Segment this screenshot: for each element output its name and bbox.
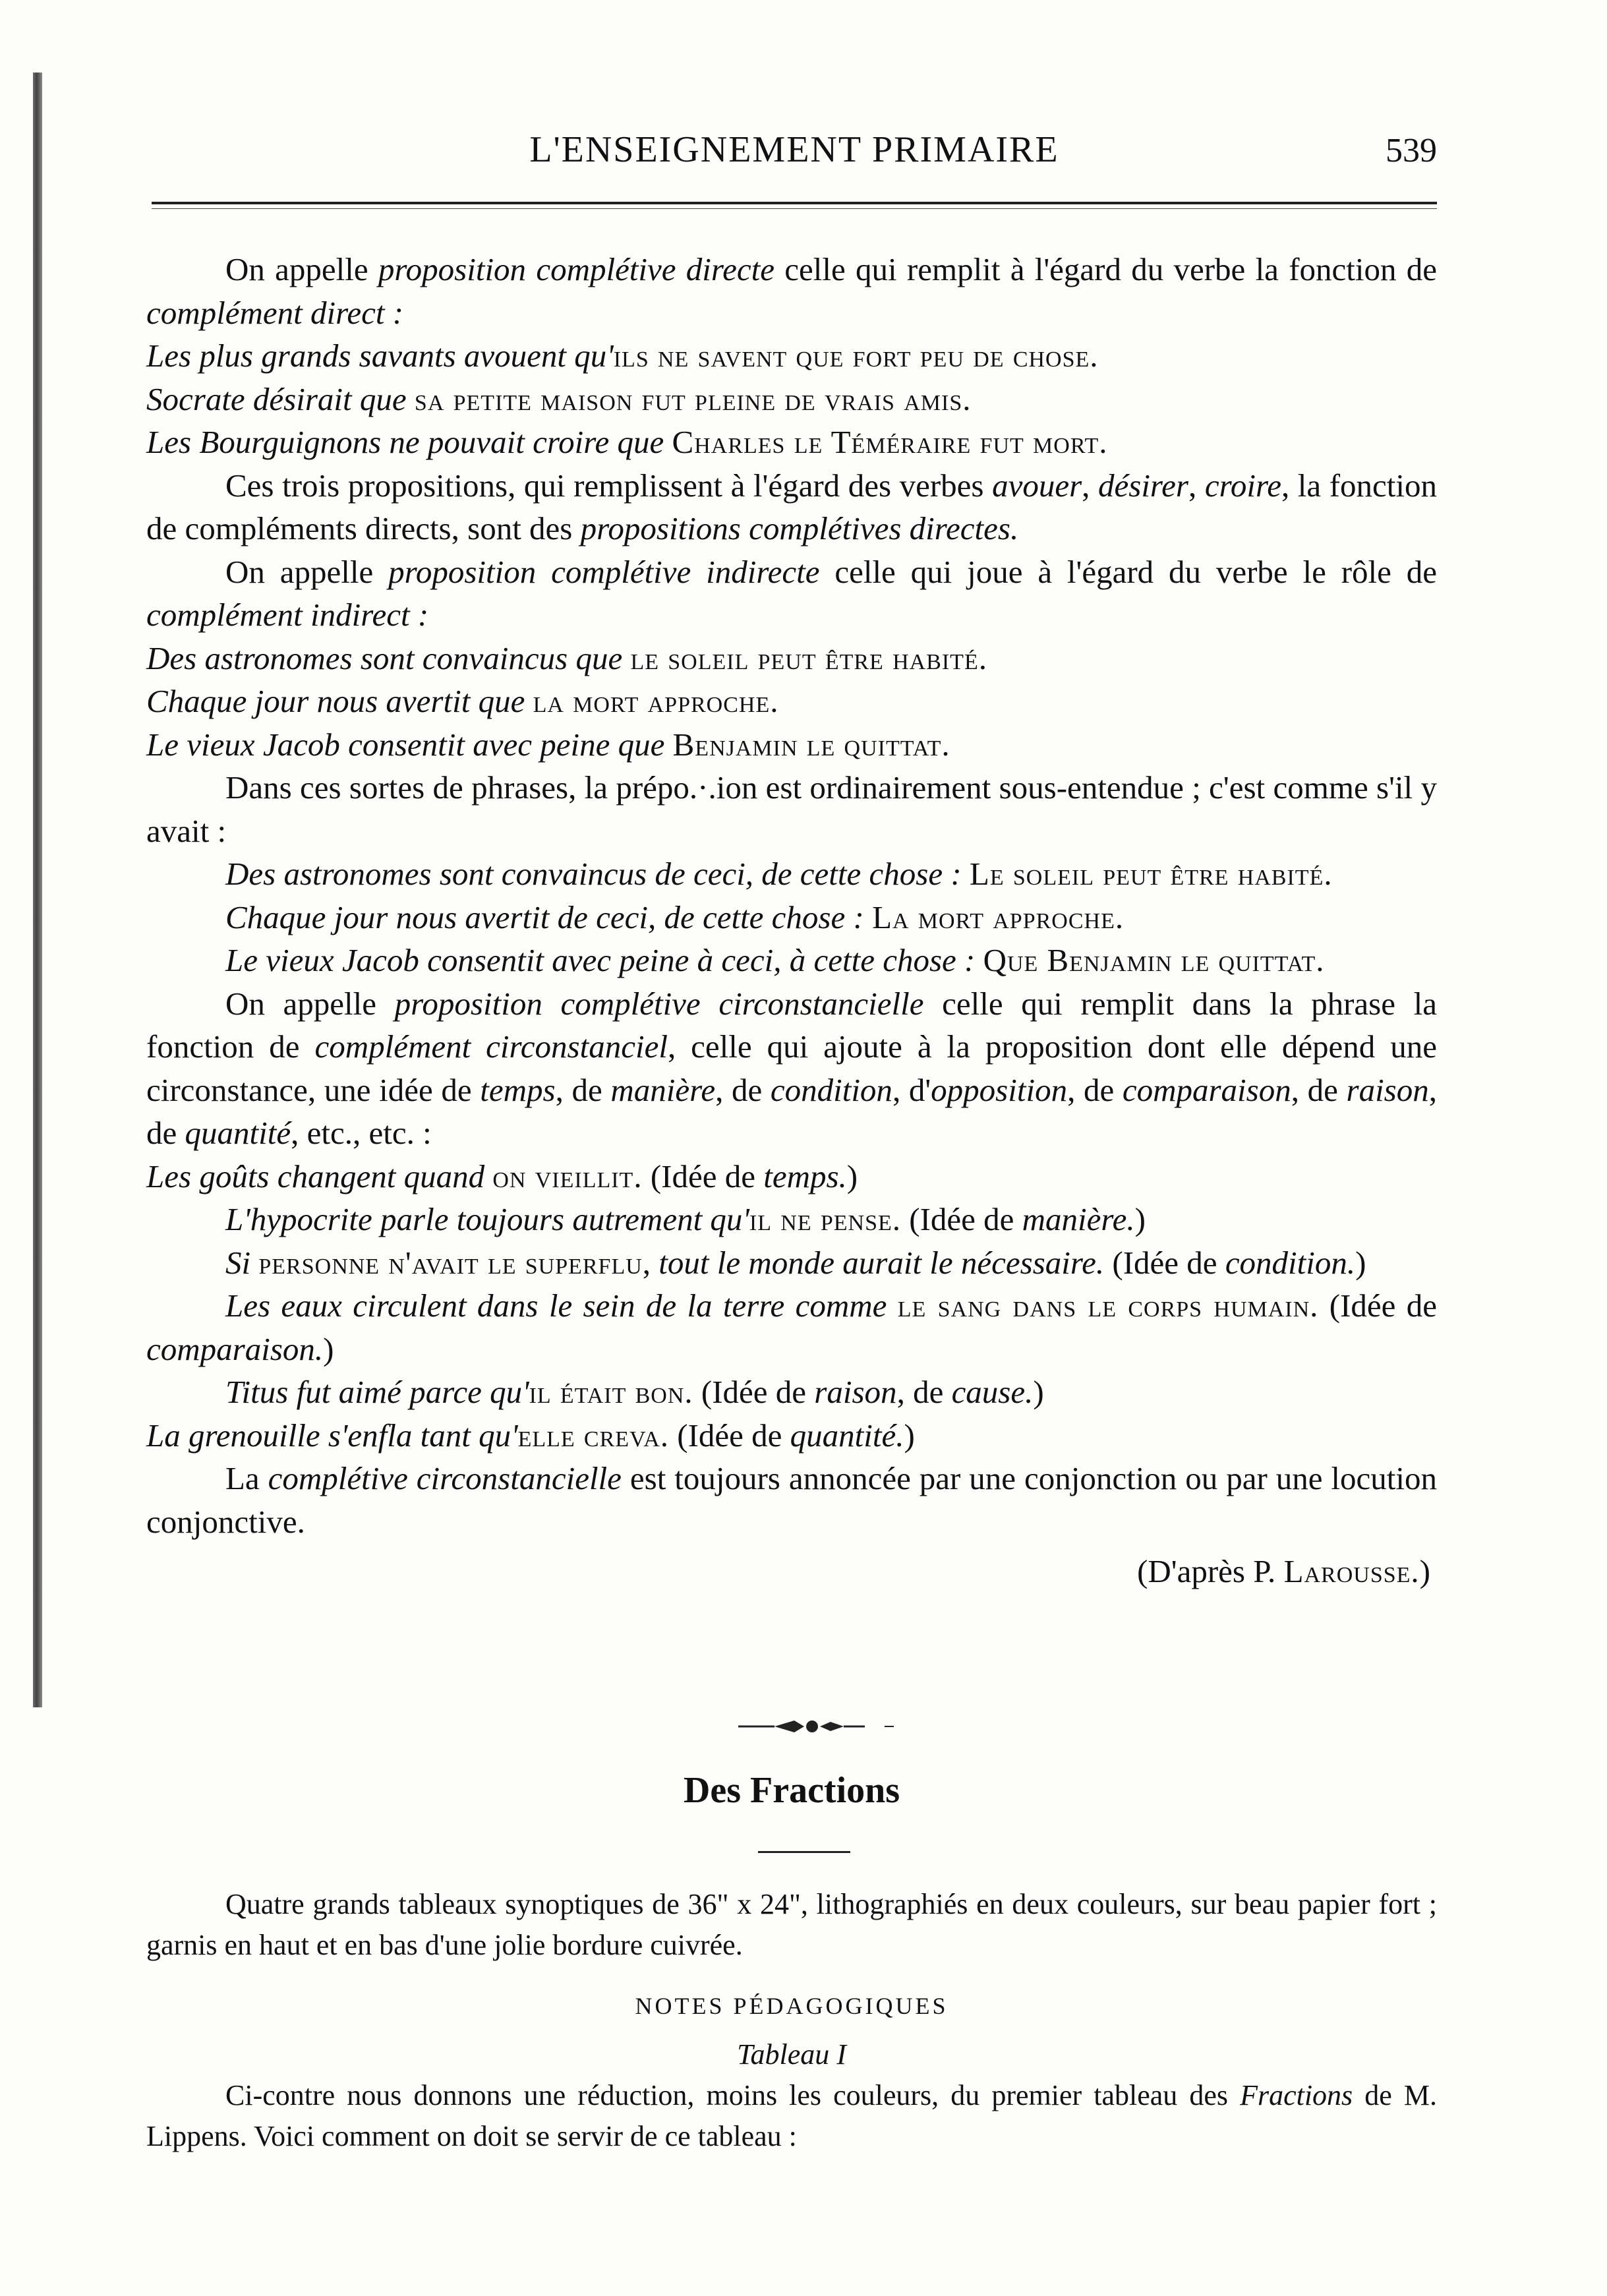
- example-line: Le vieux Jacob consentit avec peine à ceci, à cette chose : Que Benjamin le quittat.: [225, 942, 1325, 978]
- running-head: [152, 129, 1437, 175]
- paragraph-circonstancielle: On appelle proposition complétive circonstancielle celle qui remplit dans la phrase la fonction de complément circonstanciel, celle qui ajoute à la proposition dont elle dépend une circonstance, une idée de temps, de manière, de condition, d'opposition, de comparaison, de raison, de quantité, etc., etc. :: [146, 985, 1438, 1151]
- example-line: Les Bourguignons ne pouvait croire que Charles le Téméraire fut mort.: [146, 424, 1108, 460]
- body-text: [146, 248, 1437, 1593]
- example-line: L'hypocrite parle toujours autrement qu'il ne pense. (Idée de manière.): [225, 1201, 1146, 1237]
- example-line: Les eaux circulent dans le sein de la terre comme le sang dans le corps humain. (Idée de comparaison.): [146, 1287, 1437, 1367]
- tableau-heading: Tableau I: [737, 2038, 846, 2071]
- section-paragraph: Ci-contre nous donnons une réduction, moins les couleurs, du premier tableau des Fractions de M. Lippens. Voici comment on doit se servir de ce tableau :: [146, 2079, 1438, 2152]
- page-number: 539: [1386, 132, 1437, 169]
- section-intro: Quatre grands tableaux synoptiques de 36" x 24", lithographiés en deux couleurs, sur beau papier fort ; garnis en haut et en bas d'une jolie bordure cuivrée.: [146, 1888, 1437, 1961]
- example-line: Les plus grands savants avouent qu'ils ne savent que fort peu de chose.: [146, 338, 1099, 374]
- paragraph-preposition: Dans ces sortes de phrases, la prépo.·.ion est ordinairement sous-entendue ; c'est comme s'il y avait :: [146, 769, 1437, 849]
- example-line: Si personne n'avait le superflu, tout le monde aurait le nécessaire. (Idée de condition.): [225, 1244, 1366, 1281]
- attribution: (D'après P. Larousse.): [1137, 1553, 1430, 1589]
- example-line: Des astronomes sont convaincus que le soleil peut être habité.: [146, 639, 987, 676]
- paragraph-annonce: La complétive circonstancielle est toujours annoncée par une conjonction ou par une locution conjonctive.: [146, 1460, 1437, 1540]
- section-title: Des Fractions: [683, 1770, 900, 1811]
- running-title: L'ENSEIGNEMENT PRIMAIRE: [529, 129, 1059, 170]
- binding-edge: [33, 73, 42, 1707]
- paragraph-indirecte: On appelle proposition complétive indirecte celle qui joue à l'égard du verbe le rôle de complément indirect :: [146, 553, 1438, 633]
- example-line: La grenouille s'enfla tant qu'elle creva. (Idée de quantité.): [146, 1417, 915, 1454]
- notes-heading: NOTES PÉDAGOGIQUES: [635, 1993, 949, 2019]
- section-rule: [758, 1851, 850, 1853]
- header-rule: [152, 202, 1437, 209]
- example-line: Chaque jour nous avertit que la mort approche.: [146, 683, 779, 719]
- example-line: Les goûts changent quand on vieillit. (Idée de temps.): [146, 1158, 858, 1194]
- paragraph-trois-propositions: Ces trois propositions, qui remplissent à l'égard des verbes avouer, désirer, croire, la fonction de compléments directs, sont des propositions complétives directes.: [146, 467, 1438, 546]
- example-line: Des astronomes sont convaincus de ceci, de cette chose : Le soleil peut être habité.: [225, 856, 1333, 892]
- paragraph-directe: On appelle proposition complétive directe celle qui remplit à l'égard du verbe la fonction de complément direct :: [146, 251, 1437, 331]
- section-body: [146, 1884, 1437, 2157]
- ornament-divider: [712, 1717, 896, 1736]
- example-line: Le vieux Jacob consentit avec peine que Benjamin le quittat.: [146, 726, 950, 763]
- example-line: Titus fut aimé parce qu'il était bon. (Idée de raison, de cause.): [225, 1374, 1044, 1410]
- example-line: Socrate désirait que sa petite maison fut pleine de vrais amis.: [146, 380, 972, 417]
- example-line: Chaque jour nous avertit de ceci, de cette chose : La mort approche.: [225, 898, 1125, 935]
